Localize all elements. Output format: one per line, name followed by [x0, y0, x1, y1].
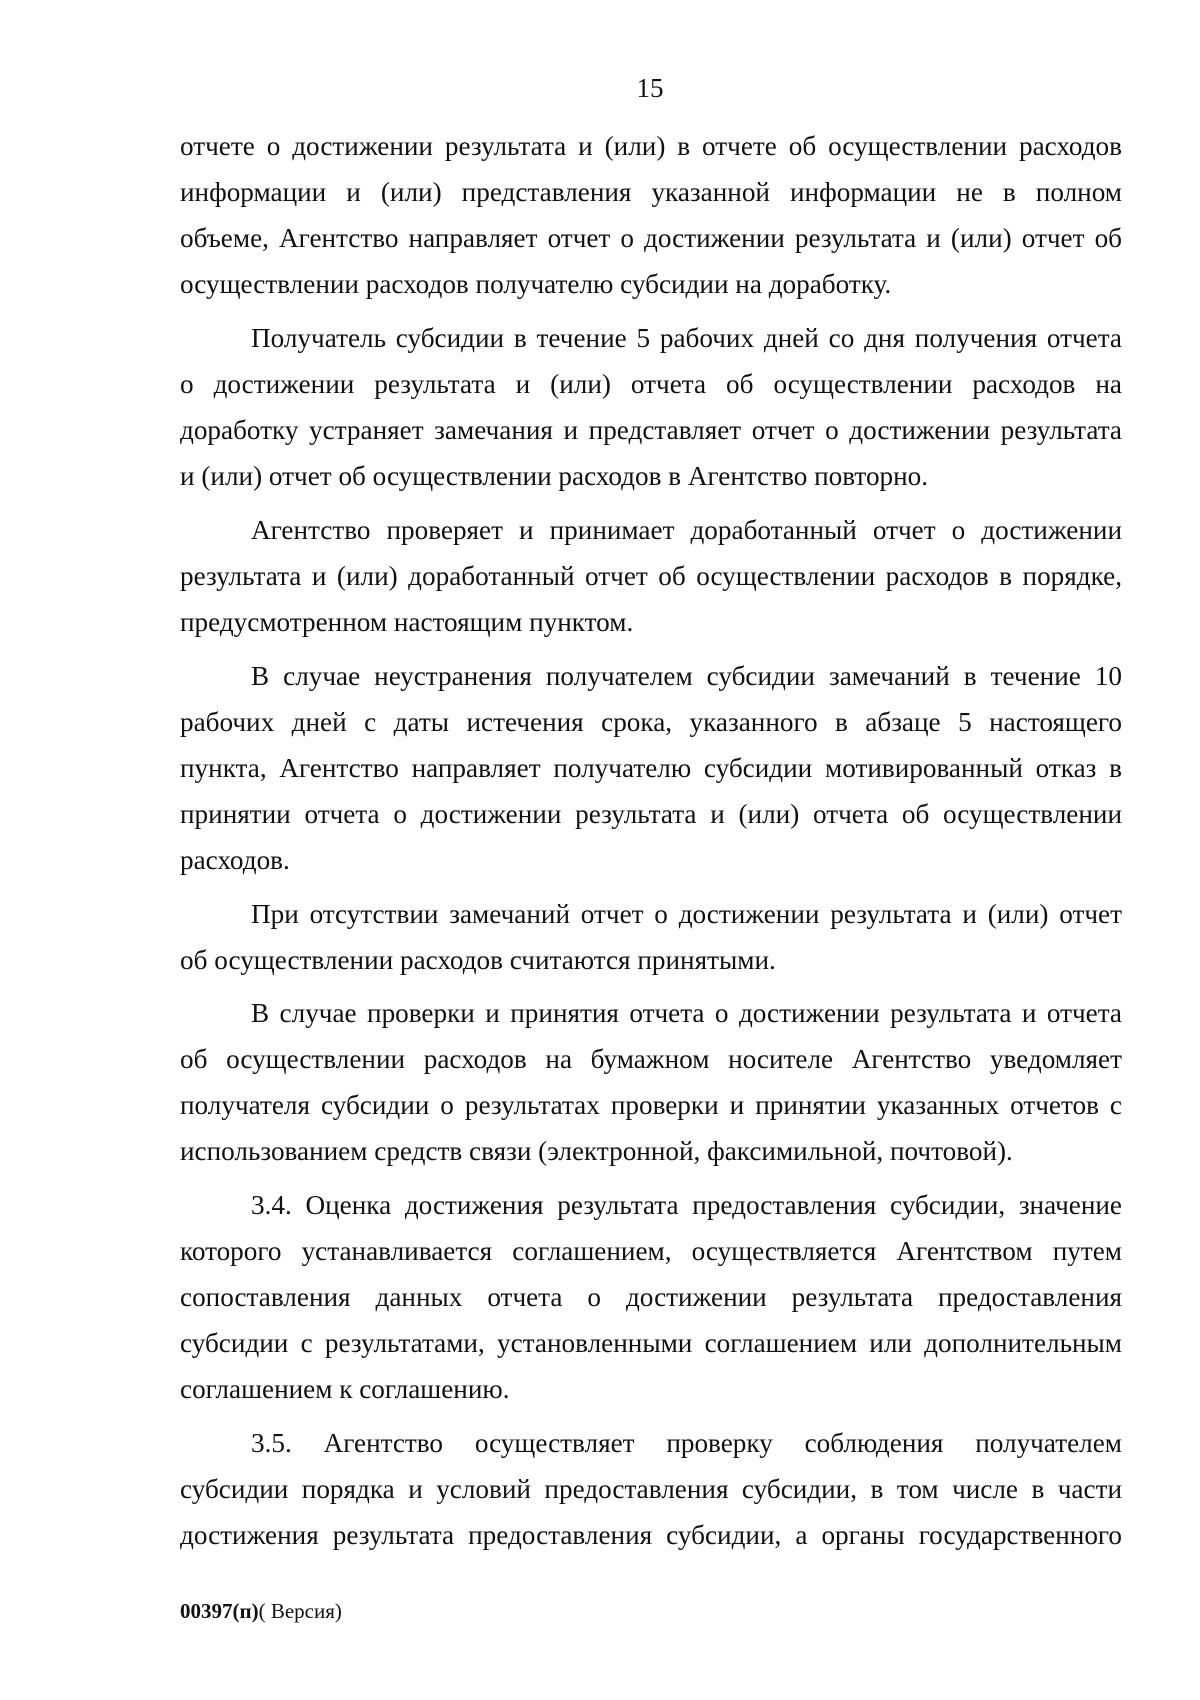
paragraph [180, 123, 1122, 307]
paragraph [180, 990, 1122, 1174]
text-line: В случае проверки и принятия отчета о достижении результата и отчета [251, 998, 1122, 1029]
text-line: Агентство проверяет и принимает доработанный отчет о достижении [251, 514, 1122, 545]
paragraph [180, 891, 1122, 983]
text-line: 3.4. Оценка достижения результата предоставления субсидии, значение [251, 1190, 1122, 1221]
text-line: При отсутствии замечаний отчет о достижении результата и (или) отчет [251, 898, 1122, 929]
text-line: о достижении результата и (или) отчета об осуществлении расходов на [180, 368, 1122, 399]
paragraph-section-3-5 [180, 1420, 1122, 1558]
text-line: и (или) отчет об осуществлении расходов в Агентство повторно. [180, 461, 929, 492]
text-line: В случае неустранения получателем субсидии замечаний в течение 10 [251, 660, 1122, 691]
document-code: 00397(п) [180, 1599, 259, 1623]
document-version: ( Версия) [258, 1599, 342, 1623]
text-line: осуществлении расходов получателю субсидии на доработку. [180, 269, 892, 300]
text-line: достижения результата предоставления субсидии, а органы государственного [180, 1520, 1122, 1551]
text-line: расходов. [180, 844, 290, 875]
text-line: Получатель субсидии в течение 5 рабочих дней со дня получения отчета [251, 322, 1122, 353]
text-line: субсидии с результатами, установленными соглашением или дополнительным [180, 1328, 1122, 1359]
document-body [180, 123, 1122, 1558]
text-line: предусмотренном настоящим пунктом. [180, 606, 634, 637]
text-line: 3.5. Агентство осуществляет проверку соблюдения получателем [251, 1428, 1122, 1459]
text-line: об осуществлении расходов на бумажном носителе Агентство уведомляет [180, 1044, 1122, 1075]
text-line: получателя субсидии о результатах проверки и принятии указанных отчетов с [180, 1090, 1122, 1121]
text-line: отчете о достижении результата и (или) в отчете об осуществлении расходов [180, 131, 1122, 161]
text-line: пункта, Агентство направляет получателю субсидии мотивированный отказ в [180, 752, 1122, 783]
page-number: 15 [636, 73, 664, 103]
document-footer [180, 1597, 342, 1625]
text-line: объеме, Агентство направляет отчет о достижении результата и (или) отчет об [180, 223, 1122, 254]
paragraph [180, 315, 1122, 499]
text-line: которого устанавливается соглашением, осуществляется Агентством путем [180, 1236, 1122, 1267]
text-line: доработку устраняет замечания и представляет отчет о достижении результата [180, 415, 1122, 446]
text-line: использованием средств связи (электронной, факсимильной, почтовой). [180, 1136, 1013, 1167]
text-line: соглашением к соглашению. [180, 1374, 510, 1405]
paragraph-section-3-4 [180, 1182, 1122, 1412]
text-line: результата и (или) доработанный отчет об осуществлении расходов в порядке, [180, 560, 1122, 591]
paragraph [180, 507, 1122, 645]
text-line: об осуществлении расходов считаются принятыми. [180, 944, 776, 975]
paragraph [180, 653, 1122, 883]
text-line: информации и (или) представления указанной информации не в полном [180, 177, 1122, 208]
text-line: принятии отчета о достижении результата и (или) отчета об осуществлении [180, 798, 1122, 829]
text-line: рабочих дней с даты истечения срока, указанного в абзаце 5 настоящего [180, 706, 1122, 737]
text-line: сопоставления данных отчета о достижении результата предоставления [180, 1282, 1122, 1313]
text-line: субсидии порядка и условий предоставления субсидии, в том числе в части [180, 1474, 1122, 1505]
